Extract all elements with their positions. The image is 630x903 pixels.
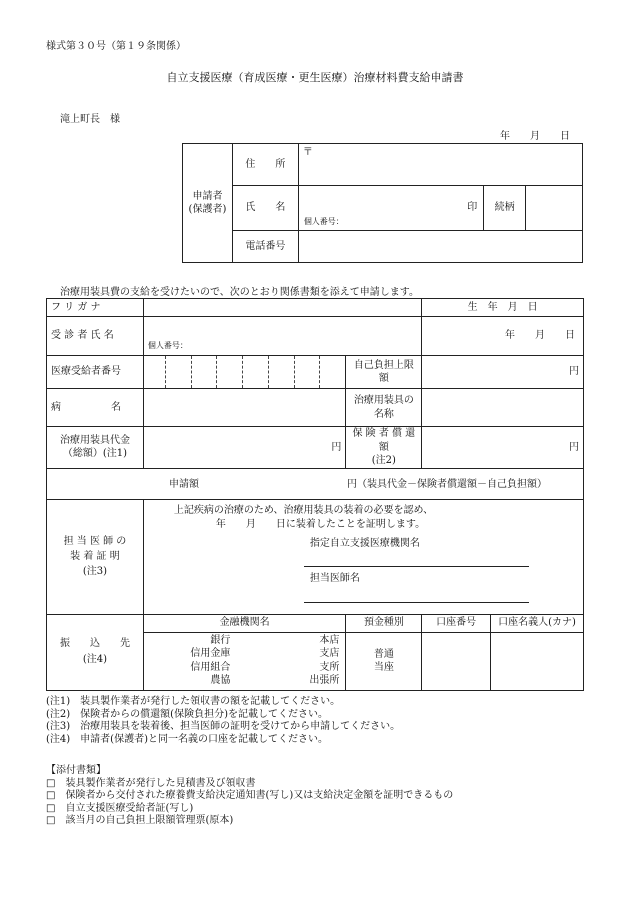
device-cost-field[interactable]: 円 xyxy=(143,427,346,469)
attachment-item[interactable]: □ 保険者から交付された療養費支給決定通知書(写し)又は支給決定金額を証明できるもの xyxy=(46,790,454,801)
account-holder-label: 口座名義人(カナ) xyxy=(491,614,584,632)
institution-name-line[interactable] xyxy=(304,566,529,567)
application-date: 年 月 日 xyxy=(500,131,570,142)
note-4: (注4) 申請者(保護者)と同一名義の口座を記載してください。 xyxy=(46,733,328,745)
relation-label: 続柄 xyxy=(484,186,526,231)
recipient-number-digit[interactable] xyxy=(165,356,191,389)
device-name-field[interactable] xyxy=(422,389,584,427)
certification-text-1: 上記疾病の治療のため、治療用装具の装着の必要を認め、 xyxy=(173,504,434,516)
recipient-number-digit[interactable] xyxy=(216,356,242,389)
birth-date-label: 生 年 月 日 xyxy=(422,299,584,317)
claim-amount-row[interactable] xyxy=(47,468,584,499)
doctor-name-line[interactable] xyxy=(304,602,529,603)
device-cost-label: 治療用装具代金 （総額）(注1) xyxy=(47,427,144,469)
main-table xyxy=(46,298,584,691)
phone-label: 電話番号 xyxy=(232,231,298,263)
address-label: 住 所 xyxy=(232,144,298,186)
furigana-field[interactable] xyxy=(143,299,421,317)
form-number: 様式第３０号（第１９条関係） xyxy=(46,41,186,52)
disease-label: 病 名 xyxy=(47,389,144,427)
note-1: (注1) 装具製作業者が発行した領収書の額を記載してください。 xyxy=(46,696,341,707)
recipient-number-digit[interactable] xyxy=(191,356,216,389)
seal-mark: 印 xyxy=(467,202,478,213)
limit-field[interactable]: 円 xyxy=(422,356,584,389)
phone-field[interactable] xyxy=(298,231,582,263)
financial-institution-field[interactable] xyxy=(143,632,346,690)
addressee: 滝上町長 様 xyxy=(60,114,120,125)
claim-amount-formula: 円（装具代金－保険者償還額－自己負担額） xyxy=(347,478,547,490)
address-field[interactable] xyxy=(298,144,582,186)
patient-personal-number-label: 個人番号： xyxy=(147,340,188,350)
doctor-certification-field[interactable] xyxy=(143,499,583,614)
applicant-group-label: 申請者 (保護者) xyxy=(183,144,233,263)
attachments-section xyxy=(46,761,453,824)
financial-institution-label: 金融機関名 xyxy=(143,614,346,632)
birth-date-field[interactable]: 年 月 日 xyxy=(422,317,584,356)
claim-amount-label: 申請額 xyxy=(169,478,199,490)
disease-field[interactable] xyxy=(143,389,346,427)
bank-type-list: 銀行 信用金庫 信用組合 農協 xyxy=(190,634,231,686)
patient-name-field[interactable] xyxy=(143,317,421,356)
applicant-name-field[interactable] xyxy=(298,186,483,231)
recipient-number-digit[interactable] xyxy=(242,356,268,389)
bank-transfer-label: 振 込 先 (注4) xyxy=(47,614,144,690)
reimbursement-field[interactable]: 円 xyxy=(422,427,584,469)
recipient-number-label: 医療受給者番号 xyxy=(47,356,144,389)
attachment-item[interactable]: □ 該当月の自己負担上限額管理票(原本) xyxy=(46,815,234,826)
note-2: (注2) 保険者からの償還額(保険負担分)を記載してください。 xyxy=(46,708,328,720)
relation-field[interactable] xyxy=(526,186,583,231)
recipient-number-digit[interactable] xyxy=(268,356,294,389)
reimbursement-label: 保 険 者 償 還 額 (注2) xyxy=(346,427,422,469)
recipient-number-digit[interactable] xyxy=(294,356,320,389)
account-type-label: 預金種別 xyxy=(346,614,422,632)
intro-text: 治療用装具費の支給を受けたいので、次のとおり関係書類を添えて申請します。 xyxy=(60,287,419,298)
certification-text-2: 年 月 日に装着したことを証明します。 xyxy=(215,518,426,530)
institution-name-label: 指定自立支援医療機関名 xyxy=(309,537,420,549)
form-title: 自立支援医療（育成医療・更生医療）治療材料費支給申請書 xyxy=(166,71,464,84)
applicant-personal-number-label: 個人番号： xyxy=(303,217,344,226)
doctor-certification-label: 担 当 医 師 の 装 着 証 明 (注3) xyxy=(47,499,144,614)
recipient-number-digit[interactable] xyxy=(143,356,165,389)
branch-type-list: 本店 支店 支所 出張所 xyxy=(309,634,340,686)
note-3: (注3) 治療用装具を装着後、担当医師の証明を受けてから申請してください。 xyxy=(46,721,401,732)
doctor-name-label: 担当医師名 xyxy=(309,572,360,584)
account-number-field[interactable] xyxy=(422,632,491,690)
account-number-label: 口座番号 xyxy=(422,614,491,632)
patient-name-label: 受 診 者 氏 名 xyxy=(47,317,144,356)
attachment-item[interactable]: □ 自立支援医療受給者証(写し) xyxy=(46,802,194,814)
notes-section xyxy=(46,692,401,745)
attachment-item[interactable]: □ 装具製作業者が発行した見積書及び領収書 xyxy=(46,777,256,789)
limit-label: 自己負担上限額 xyxy=(346,356,422,389)
recipient-number-digit[interactable] xyxy=(320,356,346,389)
account-holder-field[interactable] xyxy=(491,632,584,690)
applicant-table xyxy=(182,143,583,263)
account-type-field[interactable]: 普通 当座 xyxy=(346,632,422,690)
furigana-label: フ リ ガ ナ xyxy=(47,299,144,317)
postal-mark: 〒 xyxy=(302,147,313,158)
device-name-label: 治療用装具の名称 xyxy=(346,389,422,427)
attachments-title: 【添付書類】 xyxy=(46,765,106,776)
name-label: 氏 名 xyxy=(232,186,298,231)
